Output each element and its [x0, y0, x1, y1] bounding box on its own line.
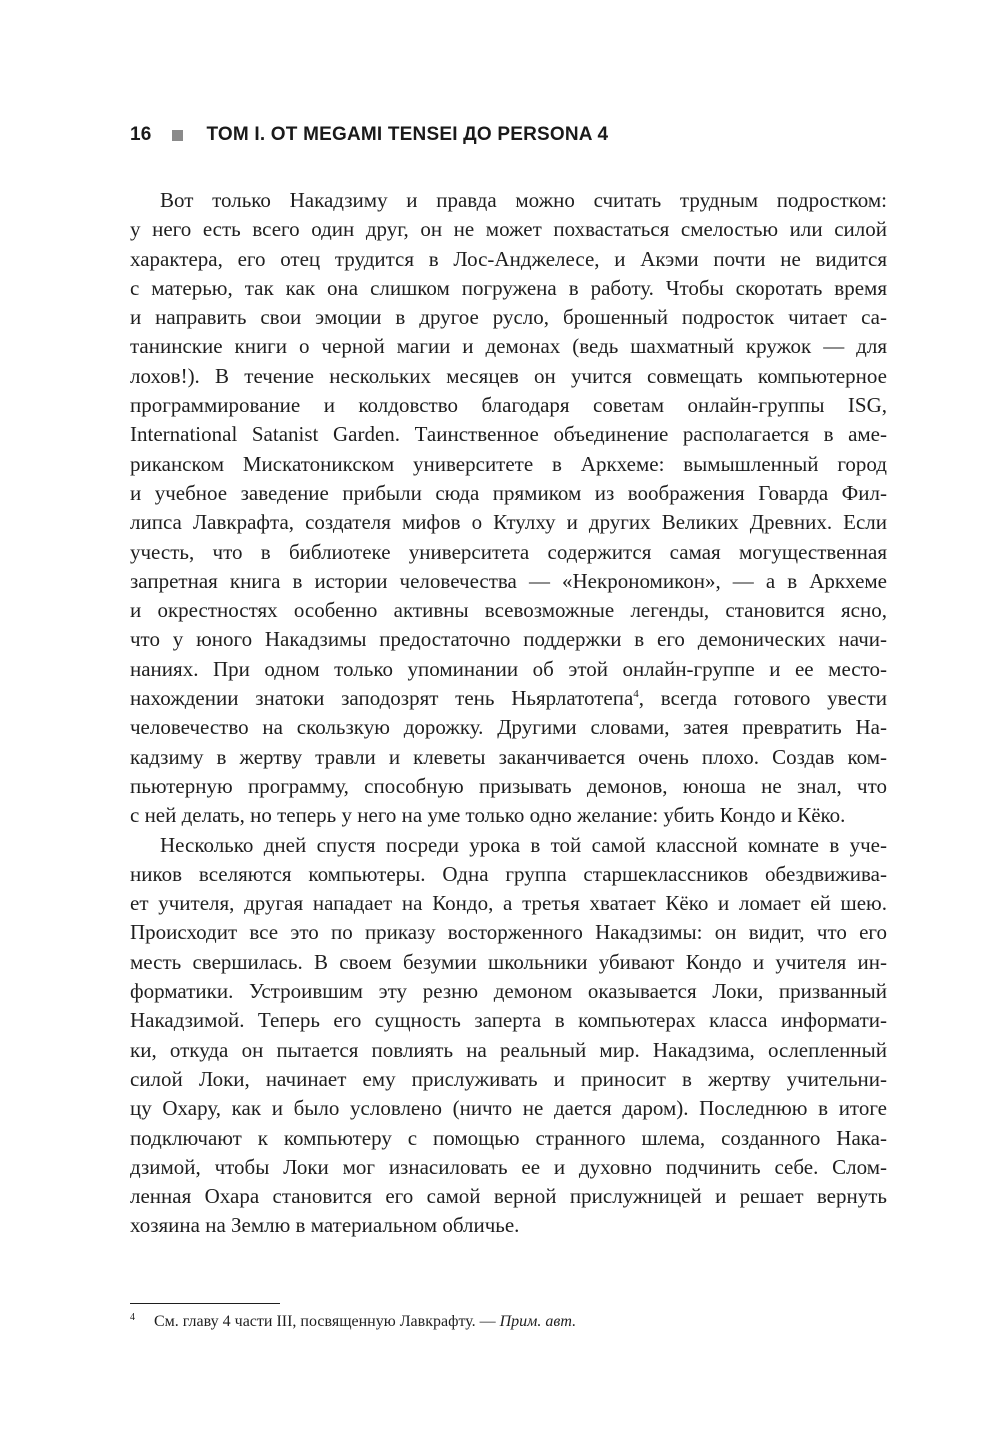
- text-segment: нахождении знатоки заподозрят тень Ньярлатотепа: [130, 686, 634, 711]
- text-line: ленная Охара становится его самой верной прислужницей и решает вернуть: [130, 1184, 887, 1209]
- footnote-divider: [130, 1303, 280, 1304]
- text-line: ников вселяются компьютеры. Одна группа старшеклассников обездвижива-: [130, 861, 887, 886]
- text-line: лохов!). В течение нескольких месяцев он учится совмещать компьютерное: [130, 363, 887, 388]
- text-segment: , всегда готового увести: [638, 686, 887, 711]
- text-line: характера, его отец трудится в Лос-Анджелесе, и Акэми почти не видится: [130, 246, 887, 271]
- text-line: цу Охару, как и было условлено (ничто не дается даром). Последнюю в итоге: [130, 1096, 887, 1121]
- text-line: кадзиму в жертву травли и клеветы заканчивается очень плохо. Создав ком-: [130, 744, 887, 769]
- text-line: пьютерную программу, способную призывать демонов, юноша не знал, что: [130, 773, 887, 798]
- text-line: Накадзимой. Теперь его сущность заперта в компьютерах класса информати-: [130, 1008, 887, 1033]
- running-title: ТОМ I. ОТ MEGAMI TENSEI ДО PERSONA 4: [206, 124, 609, 145]
- text-line: Вот только Накадзиму и правда можно считать трудным подростком:: [160, 188, 887, 212]
- text-line: ет учителя, другая нападает на Кондо, а третья хватает Кёко и ломает ей шею.: [130, 891, 887, 916]
- text-line: у него есть всего один друг, он не может похвастаться смелостью или силой: [130, 217, 887, 242]
- text-line: человечество на скользкую дорожку. Другими словами, затея превратить На-: [130, 715, 887, 740]
- page-number: 16: [130, 124, 152, 145]
- footnote-reference[interactable]: 4: [633, 688, 639, 701]
- footnote-author-note: Прим. авт.: [499, 1313, 577, 1330]
- text-line: International Satanist Garden. Таинственное объединение располагается в аме-: [130, 422, 887, 447]
- text-line: хозяина на Землю в материальном обличье.: [130, 1213, 520, 1238]
- separator-square-icon: [172, 130, 183, 141]
- text-line: дзимой, чтобы Локи мог изнасиловать ее и духовно подчинить себе. Слом-: [130, 1154, 887, 1179]
- footnote: 4 См. главу 4 части III, посвященную Лавкрафту. — Прим. авт.: [130, 1312, 577, 1330]
- text-line: и учебное заведение прибыли сюда прямиком из воображения Говарда Фил-: [130, 480, 887, 505]
- text-line: форматики. Устроившим эту резню демоном оказывается Локи, призванный: [130, 979, 887, 1004]
- text-line: ки, откуда он пытается повлиять на реальный мир. Накадзима, ослепленный: [130, 1037, 887, 1062]
- text-line: что у юного Накадзимы предостаточно поддержки в его демонических начи-: [130, 627, 887, 652]
- text-line: и окрестностях особенно активны всевозможные легенды, становится ясно,: [130, 598, 887, 623]
- text-line: программирование и колдовство благодаря советам онлайн-группы ISG,: [130, 393, 887, 418]
- paragraph-1: [130, 186, 887, 831]
- text-line: с ней делать, но теперь у него на уме только одно желание: убить Кондо и Кёко.: [130, 803, 846, 828]
- text-line: танинские книги о черной магии и демонах (ведь шахматный кружок — для: [130, 334, 887, 359]
- text-line: учесть, что в библиотеке университета содержится самая могущественная: [130, 539, 887, 564]
- text-line: подключают к компьютеру с помощью странного шлема, созданного Нака-: [130, 1125, 887, 1150]
- text-line: запретная книга в истории человечества — «Некрономикон», — а в Аркхеме: [130, 568, 887, 593]
- text-line: риканском Мискатоникском университете в Аркхеме: вымышленный город: [130, 451, 887, 476]
- text-line-with-footnote: [130, 684, 887, 713]
- footnote-text: См. главу 4 части III, посвященную Лавкрафту. —: [154, 1313, 500, 1330]
- running-head: [130, 120, 608, 150]
- text-line: наниях. При одном только упоминании об этой онлайн-группе и ее место-: [130, 656, 887, 681]
- text-line: и направить свои эмоции в другое русло, брошенный подросток читает са-: [130, 305, 887, 330]
- paragraph-2: [130, 831, 887, 1241]
- text-line: месть свершилась. В своем безумии школьники убивают Кондо и учителя ин-: [130, 949, 887, 974]
- text-line: Несколько дней спустя посреди урока в той самой классной комнате в уче-: [160, 832, 887, 857]
- text-line: липса Лавкрафта, создателя мифов о Ктулху и других Великих Древних. Если: [130, 510, 887, 535]
- body-text: [130, 186, 887, 1241]
- text-line: с матерью, так как она слишком погружена в работу. Чтобы скоротать время: [130, 275, 887, 300]
- text-line: силой Локи, начинает ему прислуживать и приносит в жертву учительни-: [130, 1066, 887, 1091]
- text-line: Происходит все это по приказу восторженного Накадзимы: он видит, что его: [130, 920, 887, 945]
